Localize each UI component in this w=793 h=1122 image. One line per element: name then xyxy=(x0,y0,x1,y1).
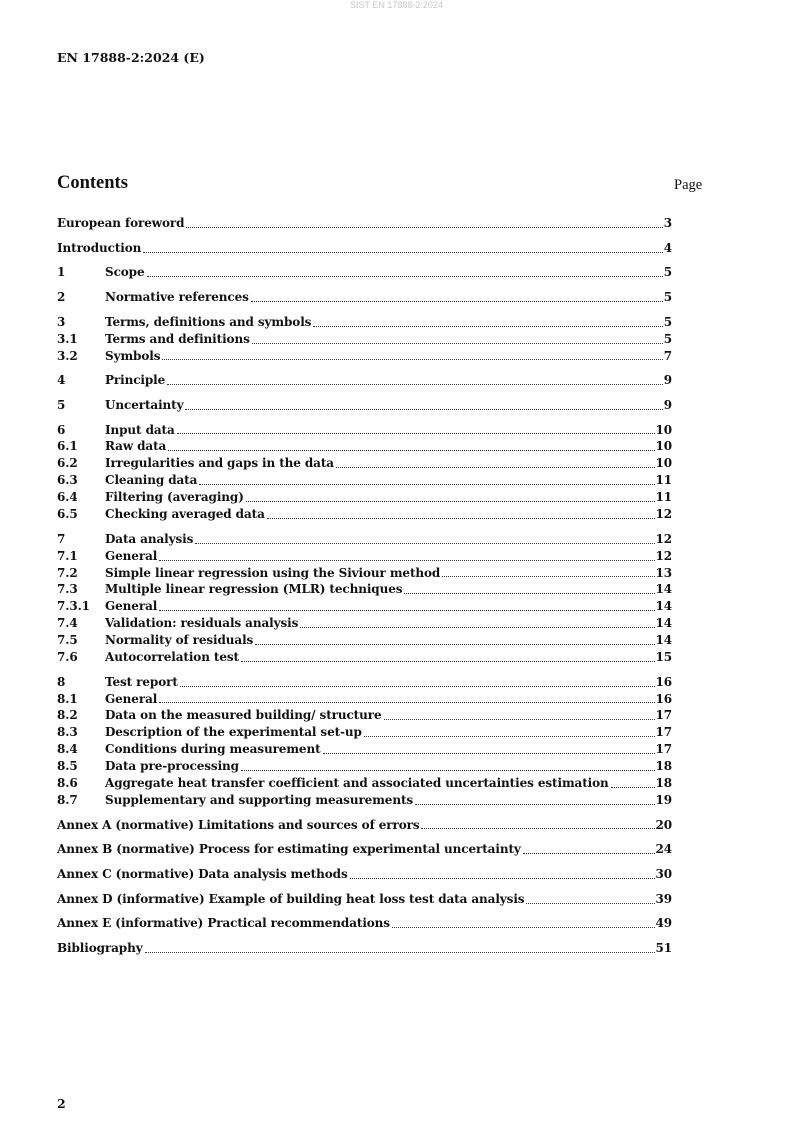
dot-leader xyxy=(251,301,663,302)
dot-leader xyxy=(162,359,662,360)
toc-entry[interactable] xyxy=(57,548,672,565)
toc-entry-title: General xyxy=(105,548,158,563)
toc-entry[interactable] xyxy=(57,472,672,489)
toc-entry-title: Checking averaged data xyxy=(105,507,265,522)
toc-entry-page: 7 xyxy=(663,348,672,363)
dot-leader xyxy=(241,661,655,662)
toc-entry-number: 6.3 xyxy=(57,473,78,488)
toc-entry-page: 18 xyxy=(655,759,672,774)
dot-leader xyxy=(313,326,662,327)
toc-entry[interactable] xyxy=(57,372,672,389)
toc-entry-number: 8.7 xyxy=(57,792,78,807)
toc-entry[interactable] xyxy=(57,707,672,724)
toc-entry-page: 9 xyxy=(663,397,672,412)
toc-entry-number: 6.2 xyxy=(57,456,78,471)
toc-entry-page: 20 xyxy=(655,817,672,832)
dot-leader xyxy=(255,644,654,645)
toc-entry-page: 13 xyxy=(655,565,672,580)
standard-header: EN 17888-2:2024 (E) xyxy=(57,50,205,65)
toc-entry-number: 6 xyxy=(57,422,66,437)
watermark: SIST EN 17888-2:2024 xyxy=(350,0,443,10)
toc-entry[interactable] xyxy=(57,581,672,598)
toc-entry-page: 17 xyxy=(655,725,672,740)
toc-entry-page: 17 xyxy=(655,708,672,723)
toc-entry[interactable] xyxy=(57,649,672,666)
toc-entry-title: European foreword xyxy=(57,215,185,230)
toc-entry-title: Data on the measured building/ structure xyxy=(105,708,382,723)
dot-leader xyxy=(300,627,654,628)
toc-entry-number: 8.2 xyxy=(57,708,78,723)
toc-entry-title: Autocorrelation test xyxy=(105,649,239,664)
toc-entry-title: Symbols xyxy=(105,348,161,363)
toc-entry-page: 5 xyxy=(663,314,672,329)
toc-entry-page: 14 xyxy=(655,616,672,631)
toc-entry-page: 4 xyxy=(663,240,672,255)
toc-entry-title: Normality of residuals xyxy=(105,633,254,648)
toc-entry-number: 8.5 xyxy=(57,759,78,774)
page-number: 2 xyxy=(57,1096,66,1111)
toc-entry-title: Bibliography xyxy=(57,941,143,955)
toc-entry-page: 17 xyxy=(655,742,672,757)
toc-entry-number: 7.3.1 xyxy=(57,599,90,614)
toc-entry-page: 5 xyxy=(663,290,672,305)
toc-entry-title: Annex B (normative) Process for estimating experimental uncertainty xyxy=(57,842,521,857)
dot-leader xyxy=(241,770,655,771)
toc-entry-number: 7.1 xyxy=(57,548,78,563)
toc-entry[interactable] xyxy=(57,691,672,708)
contents-title: Contents xyxy=(57,173,128,193)
toc-entry-title: Validation: residuals analysis xyxy=(105,616,299,631)
dot-leader xyxy=(159,610,654,611)
toc-entry-title: Uncertainty xyxy=(105,397,184,412)
toc-entry[interactable] xyxy=(57,758,672,775)
toc-entry[interactable] xyxy=(57,792,672,809)
toc-entry[interactable] xyxy=(57,489,672,506)
toc-entry-title: Multiple linear regression (MLR) techniques xyxy=(105,582,403,597)
toc-entry-number: 3.1 xyxy=(57,331,78,346)
dot-leader xyxy=(384,719,655,720)
dot-leader xyxy=(523,853,655,854)
dot-leader xyxy=(180,686,655,687)
toc-entry-title: General xyxy=(105,691,158,706)
dot-leader xyxy=(199,484,654,485)
toc-entry-number: 1 xyxy=(57,265,66,280)
dot-leader xyxy=(350,878,655,879)
toc-entry-number: 8.3 xyxy=(57,725,78,740)
toc-entry-page: 30 xyxy=(655,866,672,881)
toc-entry-page: 12 xyxy=(655,507,672,522)
toc-entry-title: Description of the experimental set-up xyxy=(105,725,362,740)
toc-entry-page: 12 xyxy=(655,531,672,546)
toc-entry[interactable] xyxy=(57,741,672,758)
toc-entry-page: 11 xyxy=(655,490,672,505)
toc-entry[interactable] xyxy=(57,817,672,834)
toc-entry-title: Irregularities and gaps in the data xyxy=(105,456,334,471)
dot-leader xyxy=(159,560,654,561)
toc-entry[interactable] xyxy=(57,314,672,331)
toc-entry-page: 18 xyxy=(655,775,672,790)
toc-entry-page: 15 xyxy=(655,649,672,664)
dot-leader xyxy=(364,736,655,737)
toc-entry-title: Test report xyxy=(105,674,178,689)
toc-entry-title: General xyxy=(105,599,158,614)
toc-entry-title: Data analysis xyxy=(105,531,194,546)
toc-entry[interactable] xyxy=(57,891,672,908)
toc-entry-title: Raw data xyxy=(105,439,167,454)
toc-entry-number: 7.3 xyxy=(57,582,78,597)
toc-entry[interactable] xyxy=(57,397,672,414)
toc-entry-page: 11 xyxy=(655,473,672,488)
dot-leader xyxy=(185,409,662,410)
toc-entry-number: 7.2 xyxy=(57,565,78,580)
toc-entry-title: Input data xyxy=(105,422,175,437)
toc-entry[interactable] xyxy=(57,598,672,615)
dot-leader xyxy=(336,467,655,468)
dot-leader xyxy=(143,252,662,253)
toc-entry-number: 8.4 xyxy=(57,742,78,757)
toc-entry-number: 4 xyxy=(57,373,66,388)
dot-leader xyxy=(246,501,655,502)
toc-entry-number: 3 xyxy=(57,314,66,329)
toc-entry[interactable] xyxy=(57,422,672,439)
dot-leader xyxy=(323,753,655,754)
toc-entry[interactable] xyxy=(57,438,672,455)
toc-entry-number: 6.5 xyxy=(57,507,78,522)
toc-entry[interactable] xyxy=(57,615,672,632)
toc-entry[interactable] xyxy=(57,940,672,957)
toc-entry-number: 7.5 xyxy=(57,633,78,648)
toc-entry-title: Aggregate heat transfer coefficient and associated uncertainties estimation xyxy=(105,775,609,790)
toc-entry-number: 5 xyxy=(57,397,66,412)
dot-leader xyxy=(392,927,655,928)
toc-entry-title: Terms, definitions and symbols xyxy=(105,314,312,329)
toc-entry-number: 2 xyxy=(57,290,66,305)
toc-entry-number: 8 xyxy=(57,674,66,689)
toc-entry-page: 24 xyxy=(655,842,672,857)
toc-entry-title: Principle xyxy=(105,373,166,388)
toc-entry-page: 39 xyxy=(655,891,672,906)
dot-leader xyxy=(415,804,654,805)
toc-entry-title: Annex A (normative) Limitations and sources of errors xyxy=(57,817,420,832)
toc-entry-page: 14 xyxy=(655,599,672,614)
toc-entry[interactable] xyxy=(57,841,672,858)
toc-entry-title: Introduction xyxy=(57,240,142,255)
toc-entry-title: Annex C (normative) Data analysis methods xyxy=(57,866,348,881)
dot-leader xyxy=(177,433,655,434)
toc-entry[interactable] xyxy=(57,289,672,306)
dot-leader xyxy=(159,702,654,703)
toc-entry-page: 10 xyxy=(655,439,672,454)
toc-entry-page: 49 xyxy=(655,916,672,931)
toc-entry-title: Normative references xyxy=(105,290,249,305)
toc-entry[interactable] xyxy=(57,775,672,792)
toc-entry-page: 5 xyxy=(663,265,672,280)
toc-entry[interactable] xyxy=(57,455,672,472)
dot-leader xyxy=(252,343,663,344)
toc-entry-page: 19 xyxy=(655,792,672,807)
toc-entry-page: 10 xyxy=(655,456,672,471)
dot-leader xyxy=(186,227,662,228)
toc-entry[interactable] xyxy=(57,632,672,649)
toc-entry-page: 14 xyxy=(655,582,672,597)
dot-leader xyxy=(526,903,654,904)
toc-entry[interactable] xyxy=(57,240,672,257)
toc-entry-number: 8.6 xyxy=(57,775,78,790)
dot-leader xyxy=(195,543,654,544)
dot-leader xyxy=(168,450,654,451)
toc-entry-page: 10 xyxy=(655,422,672,437)
toc-entry-number: 6.1 xyxy=(57,439,78,454)
toc-entry-number: 7 xyxy=(57,531,66,546)
toc-entry-page: 5 xyxy=(663,331,672,346)
toc-entry-page: 9 xyxy=(663,373,672,388)
toc-entry[interactable] xyxy=(57,565,672,582)
dot-leader xyxy=(442,576,654,577)
toc-entry-page: 14 xyxy=(655,633,672,648)
toc-entry-title: Data pre-processing xyxy=(105,759,239,774)
toc-entry-number: 7.4 xyxy=(57,616,78,631)
toc-entry[interactable] xyxy=(57,866,672,883)
table-of-contents xyxy=(57,215,672,957)
toc-entry-title: Filtering (averaging) xyxy=(105,490,244,505)
dot-leader xyxy=(404,593,654,594)
toc-entry-title: Terms and definitions xyxy=(105,331,250,346)
toc-entry-number: 8.1 xyxy=(57,691,78,706)
toc-entry-page: 16 xyxy=(655,674,672,689)
toc-entry[interactable] xyxy=(57,348,672,365)
toc-entry-title: Supplementary and supporting measurements xyxy=(105,792,414,807)
toc-entry-page: 51 xyxy=(655,941,672,955)
toc-entry-title: Cleaning data xyxy=(105,473,198,488)
toc-entry[interactable] xyxy=(57,264,672,281)
toc-entry-number: 3.2 xyxy=(57,348,78,363)
toc-entry[interactable] xyxy=(57,724,672,741)
toc-entry-title: Simple linear regression using the Siviour method xyxy=(105,565,441,580)
toc-entry[interactable] xyxy=(57,331,672,348)
toc-entry-number: 7.6 xyxy=(57,649,78,664)
toc-entry[interactable] xyxy=(57,215,672,232)
dot-leader xyxy=(147,276,663,277)
page-column-label: Page xyxy=(674,177,703,193)
toc-entry[interactable] xyxy=(57,506,672,523)
toc-entry-number: 6.4 xyxy=(57,490,78,505)
toc-entry-title: Annex D (informative) Example of building heat loss test data analysis xyxy=(57,891,525,906)
dot-leader xyxy=(421,828,654,829)
dot-leader xyxy=(611,787,655,788)
toc-entry-title: Conditions during measurement xyxy=(105,742,321,757)
toc-entry[interactable] xyxy=(57,531,672,548)
dot-leader xyxy=(267,518,655,519)
toc-entry-title: Annex E (informative) Practical recommendations xyxy=(57,916,390,931)
toc-entry[interactable] xyxy=(57,674,672,691)
toc-entry-page: 16 xyxy=(655,691,672,706)
toc-entry-page: 3 xyxy=(663,215,672,230)
toc-entry-title: Scope xyxy=(105,265,145,280)
dot-leader xyxy=(145,952,655,953)
dot-leader xyxy=(167,384,663,385)
toc-entry[interactable] xyxy=(57,915,672,932)
toc-entry-page: 12 xyxy=(655,548,672,563)
